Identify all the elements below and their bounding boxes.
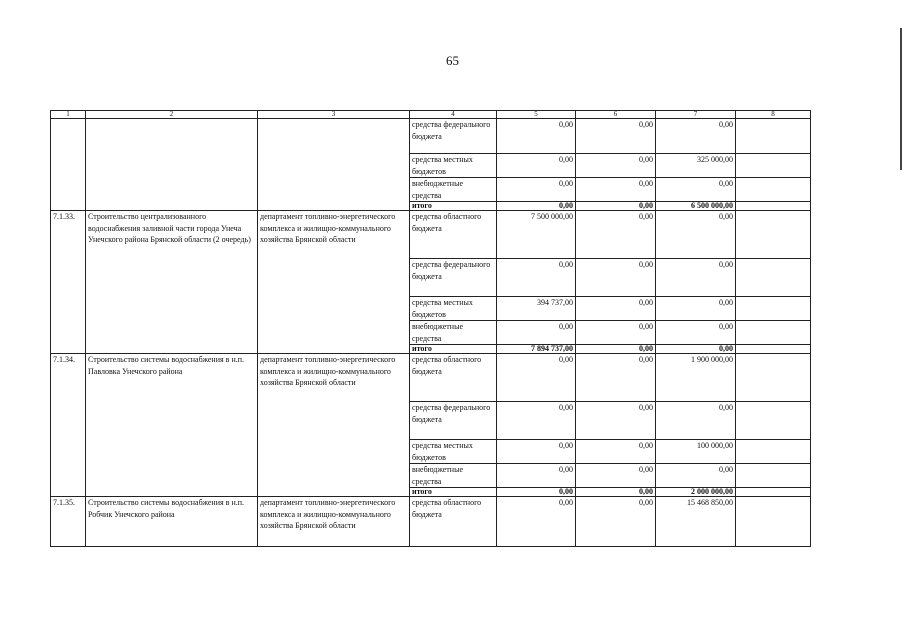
- page-number: 65: [446, 53, 459, 68]
- item-department: департамент топливно-энергетического комплекса и жилищно-коммунального хозяйства Брянской области: [258, 354, 410, 497]
- amount-cell: 0,00: [656, 178, 736, 202]
- amount-cell: 0,00: [497, 321, 576, 345]
- item-name: Строительство системы водоснабжения в н.п. Робчик Унечского района: [86, 497, 258, 547]
- empty-cell: [736, 211, 811, 259]
- source-label: внебюджетные средства: [410, 464, 497, 488]
- source-label: средства областного бюджета: [410, 497, 497, 547]
- source-label: средства федерального бюджета: [410, 259, 497, 297]
- amount-cell: 0,00: [576, 464, 656, 488]
- amount-cell: 6 500 000,00: [656, 202, 736, 211]
- amount-cell: 0,00: [576, 211, 656, 259]
- table-row: [51, 211, 811, 259]
- empty-cell: [736, 402, 811, 440]
- table-row: [51, 119, 811, 154]
- margin-rule: [900, 28, 902, 170]
- source-label: средства областного бюджета: [410, 211, 497, 259]
- source-label: итого: [410, 488, 497, 497]
- amount-cell: 0,00: [497, 464, 576, 488]
- amount-cell: 0,00: [576, 178, 656, 202]
- item-department: департамент топливно-энергетического комплекса и жилищно-коммунального хозяйства Брянской области: [258, 211, 410, 354]
- amount-cell: 1 900 000,00: [656, 354, 736, 402]
- empty-cell: [736, 321, 811, 345]
- amount-cell: 0,00: [576, 440, 656, 464]
- amount-cell: 0,00: [656, 297, 736, 321]
- amount-cell: 0,00: [576, 259, 656, 297]
- item-name: Строительство системы водоснабжения в н.п. Павловка Унечского района: [86, 354, 258, 497]
- table-row: [51, 497, 811, 547]
- amount-cell: 0,00: [656, 119, 736, 154]
- amount-cell: 0,00: [576, 154, 656, 178]
- amount-cell: 0,00: [656, 345, 736, 354]
- amount-cell: 0,00: [576, 488, 656, 497]
- column-header: 5: [497, 111, 576, 119]
- amount-cell: 2 000 000,00: [656, 488, 736, 497]
- column-header-row: [51, 111, 811, 119]
- amount-cell: 0,00: [497, 488, 576, 497]
- amount-cell: 0,00: [576, 321, 656, 345]
- item-number: 7.1.34.: [51, 354, 86, 497]
- amount-cell: 0,00: [497, 402, 576, 440]
- source-label: итого: [410, 345, 497, 354]
- column-header: 6: [576, 111, 656, 119]
- empty-cell: [736, 440, 811, 464]
- source-label: средства федерального бюджета: [410, 402, 497, 440]
- empty-cell: [736, 497, 811, 547]
- amount-cell: 0,00: [576, 297, 656, 321]
- empty-cell: [736, 354, 811, 402]
- empty-cell: [736, 259, 811, 297]
- source-label: итого: [410, 202, 497, 211]
- empty-cell: [736, 345, 811, 354]
- source-label: средства федерального бюджета: [410, 119, 497, 154]
- source-label: средства местных бюджетов: [410, 154, 497, 178]
- amount-cell: 325 000,00: [656, 154, 736, 178]
- amount-cell: 0,00: [497, 440, 576, 464]
- item-name: [86, 119, 258, 211]
- amount-cell: 0,00: [576, 354, 656, 402]
- budget-table: [50, 110, 811, 547]
- amount-cell: 0,00: [576, 202, 656, 211]
- amount-cell: 0,00: [576, 119, 656, 154]
- source-label: средства областного бюджета: [410, 354, 497, 402]
- source-label: средства местных бюджетов: [410, 440, 497, 464]
- source-label: внебюджетные средства: [410, 178, 497, 202]
- column-header: 4: [410, 111, 497, 119]
- empty-cell: [736, 178, 811, 202]
- amount-cell: 0,00: [576, 345, 656, 354]
- empty-cell: [736, 154, 811, 178]
- amount-cell: 0,00: [576, 497, 656, 547]
- item-department: департамент топливно-энергетического комплекса и жилищно-коммунального хозяйства Брянской области: [258, 497, 410, 547]
- amount-cell: 7 500 000,00: [497, 211, 576, 259]
- source-label: внебюджетные средства: [410, 321, 497, 345]
- amount-cell: 0,00: [656, 464, 736, 488]
- empty-cell: [736, 202, 811, 211]
- amount-cell: 15 468 850,00: [656, 497, 736, 547]
- amount-cell: 100 000,00: [656, 440, 736, 464]
- item-number: 7.1.35.: [51, 497, 86, 547]
- column-header: 7: [656, 111, 736, 119]
- empty-cell: [736, 488, 811, 497]
- amount-cell: 0,00: [497, 354, 576, 402]
- column-header: 2: [86, 111, 258, 119]
- amount-cell: 0,00: [497, 497, 576, 547]
- column-header: 3: [258, 111, 410, 119]
- empty-cell: [736, 297, 811, 321]
- amount-cell: 0,00: [656, 259, 736, 297]
- amount-cell: 0,00: [656, 211, 736, 259]
- amount-cell: 0,00: [497, 202, 576, 211]
- empty-cell: [736, 464, 811, 488]
- amount-cell: 0,00: [497, 154, 576, 178]
- amount-cell: 0,00: [656, 321, 736, 345]
- item-department: [258, 119, 410, 211]
- amount-cell: 0,00: [497, 119, 576, 154]
- column-header: 8: [736, 111, 811, 119]
- item-name: Строительство централизованного водоснабжения заливной части города Унеча Унечского района Брянской области (2 очередь): [86, 211, 258, 354]
- amount-cell: 0,00: [656, 402, 736, 440]
- empty-cell: [736, 119, 811, 154]
- item-number: [51, 119, 86, 211]
- amount-cell: 0,00: [576, 402, 656, 440]
- amount-cell: 7 894 737,00: [497, 345, 576, 354]
- column-header: 1: [51, 111, 86, 119]
- source-label: средства местных бюджетов: [410, 297, 497, 321]
- item-number: 7.1.33.: [51, 211, 86, 354]
- table-row: [51, 354, 811, 402]
- amount-cell: 394 737,00: [497, 297, 576, 321]
- amount-cell: 0,00: [497, 178, 576, 202]
- amount-cell: 0,00: [497, 259, 576, 297]
